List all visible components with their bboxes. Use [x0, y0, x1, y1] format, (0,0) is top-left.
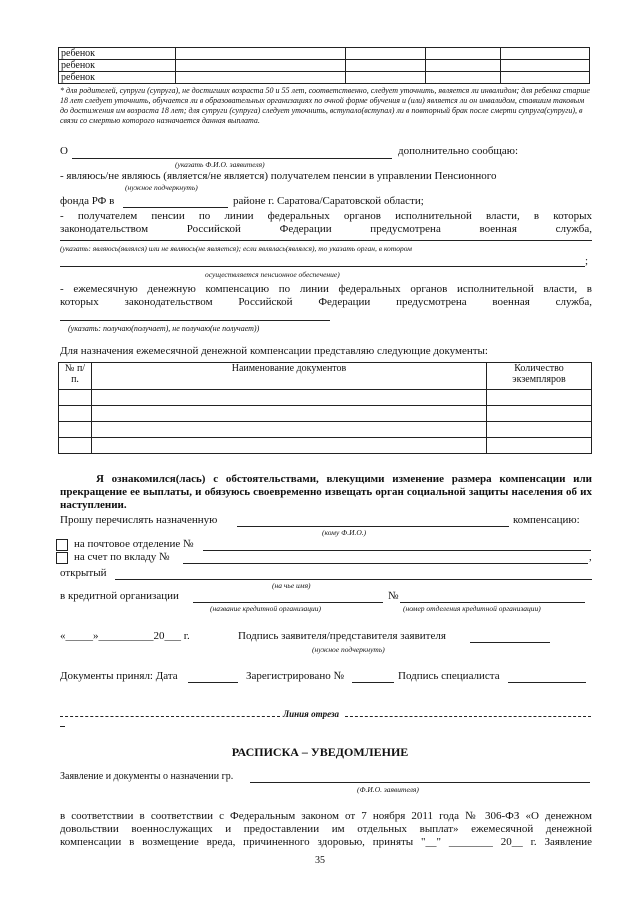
specialist-line[interactable]: [508, 682, 586, 683]
recipient-hint: (кому Ф.И.О.): [322, 528, 367, 537]
deposit-label: на счет по вкладу №: [74, 551, 170, 563]
footnote: * для родителей, супруги (супруга), не достигших возраста 50 и 55 лет, соответственно, следует уточнить, является ли инвалидом; для ребенка старше 18 лет следует уточнить, обучается ли в образовательных организациях по очной форме обучения и (или) является ли он инвалидом, ставшим таковым до достижения им возраста 18 лет; для супруги (супруга) следует уточнить, вступало(вступал) ли в повторный брак после смерти супруга(супруги), в связи со смертью которого назначается данная выплата.: [60, 86, 590, 125]
receipt-name-line[interactable]: [250, 782, 590, 783]
post-office-line[interactable]: [203, 550, 591, 551]
transfer-suffix: компенсацию:: [513, 514, 580, 526]
registered-line[interactable]: [352, 682, 394, 683]
compensation-hint: (указать: получаю(получает), не получаю(не получает)): [68, 324, 260, 333]
documents-table: [58, 362, 592, 454]
credit-hint2: (номер отделения кредитной организации): [403, 604, 541, 613]
pension-line1: - являюсь/не являюсь (является/не является) получателем пенсии в управлении Пенсионного: [60, 170, 497, 182]
receipt-p2: довольствии военнослужащих и предоставлении им отдельных выплат» ежемесячной денежной: [60, 823, 592, 835]
cut-line-tick: [60, 726, 65, 727]
table-header-row: [59, 363, 592, 390]
col-qty-header: Количество экземпляров: [487, 363, 592, 390]
credit-org-line[interactable]: [193, 602, 383, 603]
signature-hint: (нужное подчеркнуть): [312, 645, 385, 654]
col-name-header: Наименование документов: [92, 363, 487, 390]
credit-branch-line[interactable]: [400, 602, 585, 603]
table-row[interactable]: [59, 438, 592, 454]
cut-line-left: [60, 716, 280, 717]
pension-line2b: районе г. Саратова/Саратовской области;: [233, 195, 424, 207]
receipt-hint: (Ф.И.О. заявителя): [357, 785, 419, 794]
deposit-checkbox[interactable]: [56, 552, 68, 564]
receipt-title: РАСПИСКА – УВЕДОМЛЕНИЕ: [231, 745, 409, 759]
compensation-line1: - ежемесячную денежную компенсацию по линии федеральных органов исполнительной власти, в: [60, 283, 592, 295]
col-number-header: № п/п.: [59, 363, 92, 390]
military-organ-line[interactable]: [60, 266, 585, 267]
accepted-date-line[interactable]: [188, 682, 238, 683]
about-prefix: О: [60, 145, 68, 157]
relation-cell: ребенок: [59, 72, 176, 84]
cut-line-label: Линия отреза: [283, 709, 339, 719]
opened-label: открытый: [60, 567, 107, 579]
deposit-line[interactable]: [183, 563, 588, 564]
docs-intro: Для назначения ежемесячной денежной компенсации представляю следующие документы:: [60, 345, 488, 357]
district-line[interactable]: [123, 207, 228, 208]
about-suffix: дополнительно сообщаю:: [398, 145, 519, 157]
relation-cell: ребенок: [59, 60, 176, 72]
military-line2: законодательством Российской Федерации предусмотрена военная служба,: [60, 223, 592, 235]
specialist-label: Подпись специалиста: [398, 670, 500, 682]
registered-label: Зарегистрировано №: [246, 670, 344, 682]
military-hint2: осуществляется пенсионное обеспечение): [205, 270, 340, 279]
compensation-answer-line[interactable]: [60, 320, 330, 321]
compensation-line2: которых законодательством Российской Федерации предусмотрена военная служба,: [60, 296, 592, 308]
table-row[interactable]: [59, 422, 592, 438]
receipt-p3: компенсации в возмещение вреда, причиненного здоровью, приняты "__" ________ 20__ г. Заявление: [60, 836, 592, 848]
relatives-table: [58, 47, 590, 84]
receipt-p1: в соответствии в соответствии с Федеральным законом от 7 ноября 2011 года № 306-ФЗ «О денежном: [60, 810, 592, 822]
deposit-end: ,: [589, 551, 592, 563]
pension-hint: (нужное подчеркнуть): [125, 183, 198, 192]
obligation-notice: Я ознакомился(лась) с обстоятельствами, влекущими изменение размера компенсации или прекращение ее выплаты, и обязуюсь своевременно извещать орган социальной защиты населения об их наступлении.: [60, 473, 592, 511]
military-line3-end: ;: [585, 255, 589, 267]
transfer-prefix: Прошу перечислять назначенную: [60, 514, 218, 526]
table-row[interactable]: [59, 390, 592, 406]
relation-cell: ребенок: [59, 48, 176, 60]
credit-no-label: №: [388, 590, 399, 602]
table-row: [59, 72, 590, 84]
about-hint: (указать Ф.И.О. заявителя): [175, 160, 265, 169]
accepted-date-label: Документы принял: Дата: [60, 670, 178, 682]
pension-line2a: фонда РФ в: [60, 195, 115, 207]
signature-label: Подпись заявителя/представителя заявителя: [238, 630, 446, 642]
credit-org-label: в кредитной организации: [60, 590, 179, 602]
applicant-name-line[interactable]: [72, 158, 392, 159]
military-hint1: (указать: являюсь(являлся) или не являюсь(не является); если являлась(являлся), то указать орган, в котором: [60, 244, 412, 253]
table-row: [59, 60, 590, 72]
credit-hint1: (название кредитной организации): [210, 604, 322, 613]
military-answer-line[interactable]: [60, 240, 592, 241]
signature-date: «_____»__________20___ г.: [60, 630, 190, 642]
opened-hint: (на чье имя): [272, 581, 311, 590]
page-number: 35: [315, 855, 325, 866]
military-line1: - получателем пенсии по линии федеральных органов исполнительной власти, в которых: [60, 210, 592, 222]
table-row: [59, 48, 590, 60]
post-office-label: на почтовое отделение №: [74, 538, 194, 550]
table-row[interactable]: [59, 406, 592, 422]
recipient-line[interactable]: [237, 526, 509, 527]
signature-line[interactable]: [470, 642, 550, 643]
cut-line-right: [345, 716, 591, 717]
opened-line[interactable]: [115, 579, 592, 580]
receipt-line1: Заявление и документы о назначении гр.: [60, 771, 234, 782]
post-office-checkbox[interactable]: [56, 539, 68, 551]
